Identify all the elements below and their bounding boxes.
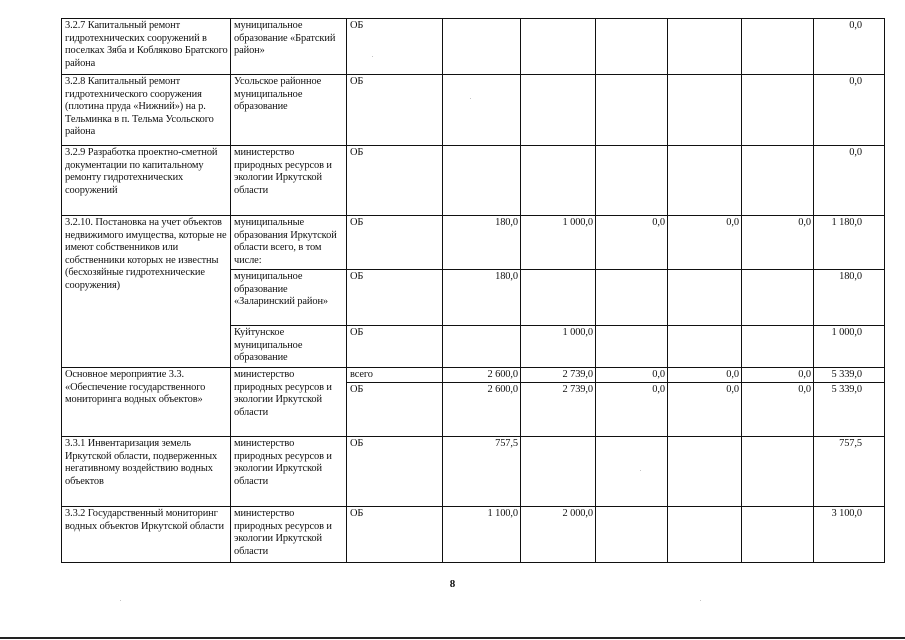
value-cell: [668, 270, 742, 326]
executor-cell: министерство природных ресурсов и экологии Иркутской области: [231, 368, 347, 437]
total-cell: 1 000,0: [814, 326, 885, 368]
value-cell: [596, 75, 668, 146]
value-cell: 180,0: [443, 270, 521, 326]
source-cell: ОБ: [347, 326, 443, 368]
table-row: [62, 437, 885, 507]
total-cell: 1 180,0: [814, 216, 885, 270]
value-cell: 1 000,0: [521, 216, 596, 270]
source-cell: ОБ: [347, 19, 443, 75]
value-cell: 0,0: [668, 368, 742, 383]
value-cell: [742, 437, 814, 507]
value-cell: [521, 437, 596, 507]
value-cell: 0,0: [742, 383, 814, 437]
value-cell: [521, 19, 596, 75]
executor-cell: муниципальное образование «Заларинский район»: [231, 270, 347, 326]
value-cell: [521, 270, 596, 326]
value-cell: 0,0: [742, 216, 814, 270]
value-cell: 1 000,0: [521, 326, 596, 368]
value-cell: [742, 75, 814, 146]
source-cell: ОБ: [347, 216, 443, 270]
value-cell: 2 600,0: [443, 368, 521, 383]
value-cell: 2 600,0: [443, 383, 521, 437]
total-cell: 0,0: [814, 75, 885, 146]
total-cell: 180,0: [814, 270, 885, 326]
source-cell: ОБ: [347, 146, 443, 216]
value-cell: [742, 507, 814, 563]
value-cell: [596, 437, 668, 507]
value-cell: [742, 326, 814, 368]
value-cell: [668, 326, 742, 368]
total-cell: 3 100,0: [814, 507, 885, 563]
scan-edge-line: [0, 637, 905, 639]
value-cell: [742, 270, 814, 326]
value-cell: [668, 146, 742, 216]
value-cell: [443, 75, 521, 146]
value-cell: [596, 146, 668, 216]
value-cell: [668, 507, 742, 563]
total-cell: 5 339,0: [814, 368, 885, 383]
value-cell: [596, 507, 668, 563]
value-cell: [521, 146, 596, 216]
value-cell: [742, 19, 814, 75]
value-cell: 0,0: [596, 216, 668, 270]
value-cell: 180,0: [443, 216, 521, 270]
value-cell: 0,0: [668, 216, 742, 270]
total-cell: 5 339,0: [814, 383, 885, 437]
source-cell: ОБ: [347, 437, 443, 507]
executor-cell: министерство природных ресурсов и экологии Иркутской области: [231, 437, 347, 507]
activity-cell: 3.2.7 Капитальный ремонт гидротехнических сооружений в поселках Зяба и Кобляково Братского района: [62, 19, 231, 75]
activity-cell: 3.2.10. Постановка на учет объектов недвижимого имущества, которые не имеют собственников или собственники которых не известны (бесхозяйные гидротехнические сооружения): [62, 216, 231, 368]
source-cell: ОБ: [347, 383, 443, 437]
activity-cell: Основное мероприятие 3.3. «Обеспечение государственного мониторинга водных объектов»: [62, 368, 231, 437]
total-cell: 0,0: [814, 19, 885, 75]
value-cell: 0,0: [668, 383, 742, 437]
executor-cell: Куйтунское муниципальное образование: [231, 326, 347, 368]
value-cell: [443, 146, 521, 216]
executor-cell: муниципальное образование «Братский район»: [231, 19, 347, 75]
source-cell: всего: [347, 368, 443, 383]
total-cell: 757,5: [814, 437, 885, 507]
value-cell: [668, 437, 742, 507]
source-cell: ОБ: [347, 507, 443, 563]
value-cell: [596, 270, 668, 326]
table-row: [62, 146, 885, 216]
executor-cell: муниципальные образования Иркутской области всего, в том числе:: [231, 216, 347, 270]
executor-cell: министерство природных ресурсов и экологии Иркутской области: [231, 507, 347, 563]
executor-cell: Усольское районное муниципальное образование: [231, 75, 347, 146]
value-cell: [443, 326, 521, 368]
page-number: 8: [449, 578, 456, 590]
activity-cell: 3.2.8 Капитальный ремонт гидротехнического сооружения (плотина пруда «Нижний») на р. Тельминка в п. Тельма Усольского района: [62, 75, 231, 146]
value-cell: 0,0: [596, 368, 668, 383]
source-cell: ОБ: [347, 75, 443, 146]
value-cell: 757,5: [443, 437, 521, 507]
value-cell: [596, 19, 668, 75]
table-row: [62, 75, 885, 146]
value-cell: [742, 146, 814, 216]
activity-cell: 3.3.2 Государственный мониторинг водных объектов Иркутской области: [62, 507, 231, 563]
activity-cell: 3.2.9 Разработка проектно-сметной документации по капитальному ремонту гидротехнических сооружений: [62, 146, 231, 216]
total-cell: 0,0: [814, 146, 885, 216]
table-row: [62, 368, 885, 383]
value-cell: 0,0: [742, 368, 814, 383]
value-cell: [668, 75, 742, 146]
value-cell: 2 739,0: [521, 383, 596, 437]
table-row: [62, 507, 885, 563]
value-cell: 1 100,0: [443, 507, 521, 563]
table-row: [62, 216, 885, 270]
budget-table: [61, 18, 885, 563]
table-row: [62, 19, 885, 75]
value-cell: [596, 326, 668, 368]
value-cell: 2 000,0: [521, 507, 596, 563]
value-cell: 2 739,0: [521, 368, 596, 383]
source-cell: ОБ: [347, 270, 443, 326]
value-cell: 0,0: [596, 383, 668, 437]
value-cell: [521, 75, 596, 146]
value-cell: [668, 19, 742, 75]
value-cell: [443, 19, 521, 75]
executor-cell: министерство природных ресурсов и экологии Иркутской области: [231, 146, 347, 216]
activity-cell: 3.3.1 Инвентаризация земель Иркутской области, подверженных негативному воздействию водных объектов: [62, 437, 231, 507]
